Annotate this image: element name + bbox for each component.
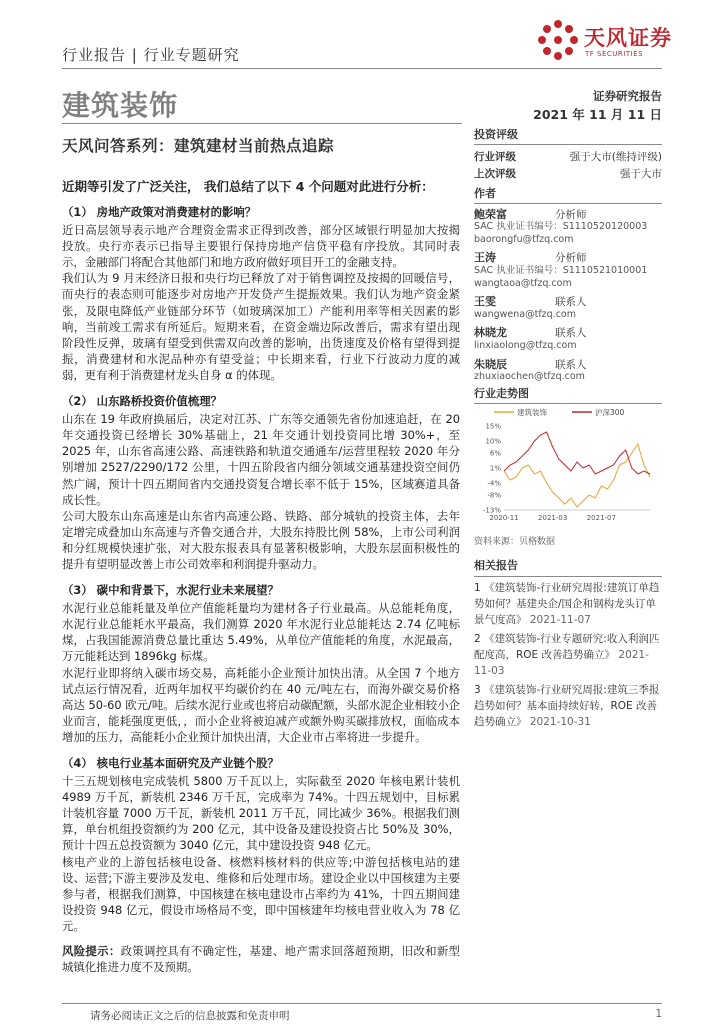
legend-label-1: 沪深300 <box>595 408 625 417</box>
author-item <box>474 252 662 265</box>
section-heading: （1） 房地产政策对消费建材的影响？ <box>62 205 257 219</box>
related-title[interactable]: 1 《建筑装饰-行业研究周报:建筑订单趋势如何？基建央企/国企和钢构龙头订单景气度高》 <box>474 582 660 626</box>
author-name: 林晓龙 <box>474 326 507 340</box>
rating-value: 强于大市(维持评级) <box>569 151 662 163</box>
author-email[interactable]: baorongfu@tfzq.com <box>474 233 574 245</box>
y-tick-label: 6% <box>489 449 501 458</box>
logo-dot <box>543 25 551 33</box>
author-role: 分析师 <box>555 208 587 221</box>
author-name: 朱晓辰 <box>474 357 507 371</box>
related-item[interactable] <box>474 580 662 628</box>
author-item <box>474 359 662 372</box>
footer-disclaimer[interactable]: 请务必阅读正文之后的信息披露和免责申明 <box>90 1010 290 1022</box>
author-email[interactable]: wangtaoa@tfzq.com <box>474 277 572 289</box>
paragraph: 公司大股东山东高速是山东省内高速公路、铁路、部分城轨的投资主体，去年定增完成叠加山东高速与齐鲁交通合并，大股东持股比例 58%，上市公司利润和分红规模快速扩张，对大股东报表具有显著积极影响，大股东层面积极性的提升有望明显改善上市公司效率和利润提升驱动力。 <box>62 508 460 571</box>
risk-text: 政策调控具有不确定性，基建、地产需求回落超预期，旧改和新型城镇化推进力度不及预期。 <box>62 944 460 975</box>
author-role: 分析师 <box>555 252 587 265</box>
author-name: 王涛 <box>474 251 496 265</box>
author-email[interactable]: zhuxiaochen@tfzq.com <box>474 371 585 383</box>
rating-heading: 投资评级 <box>474 126 662 145</box>
intro-text: 近期等引发了广泛关注， 我们总结了以下 4 个问题对此进行分析： <box>62 179 434 194</box>
rating-value: 强于大市 <box>620 168 662 180</box>
author-email[interactable]: linxiaolong@tfzq.com <box>474 339 577 351</box>
report-type: 行业报告 | 行业专题研究 <box>62 46 240 64</box>
section-heading: （2） 山东路桥投资价值梳理？ <box>62 394 222 409</box>
authors-block <box>474 188 662 384</box>
paragraph: 山东在 19 年政府换届后，决定对江苏、广东等交通领先省份加速追赶，在 20 年交通投资已经增长 30%基础上，21 年交通计划投资同比增 30%+，至 2025 年，山东省高速公路、高速铁路和轨道交通通车/运营里程较 2020 年分别增加 2527/2290/172 公里，十四五阶段省内细分领域交通基建投资空间仍然广阔，预计十四五期间省内交通投资复合增长率不低于 15%，区域赛道具备成长性。 <box>62 412 460 507</box>
main-body <box>62 204 460 975</box>
author-cert: SAC 执业证书编号：S1110520120003 <box>474 221 648 233</box>
series-line-1 <box>504 432 650 474</box>
paragraph: 十三五规划核电完成装机 5800 万千瓦以上，实际截至 2020 年核电累计装机 4989 万千瓦，新装机 2346 万千瓦，完成率为 74%。十四五规划中，目标累计装机容量 7000 万千瓦，新装机 2011 万千瓦，同比减少 36%。根据我们测算，单台机组投资额约为 200 亿元，其中设备及建设投资占比 50%及 30%，预计十四五总投资额为 3040 亿元，其中建设投资 948 亿元。 <box>62 774 460 853</box>
author-role: 联系人 <box>555 327 587 340</box>
related-item[interactable] <box>474 631 662 679</box>
author-item <box>474 209 662 222</box>
risk-label: 风险提示： <box>62 944 121 959</box>
authors-heading: 作者 <box>474 188 662 204</box>
logo-dot <box>565 47 573 55</box>
y-tick-label: -8% <box>487 491 501 500</box>
footer-rule <box>62 1003 662 1004</box>
legend-label-0: 建筑装饰 <box>517 408 547 417</box>
tf-logo-icon <box>534 16 582 64</box>
trend-chart <box>474 402 662 528</box>
x-tick-label: 2021-07 <box>586 514 616 522</box>
x-tick-label: 2020-11 <box>489 514 519 522</box>
industry-name: 建筑装饰 <box>62 89 179 122</box>
rating-row <box>474 149 662 166</box>
x-tick-label: 2021-03 <box>538 514 568 522</box>
section-heading: （3） 碳中和背景下，水泥行业未来展望？ <box>62 583 279 598</box>
author-role: 联系人 <box>555 358 587 371</box>
report-date: 2021 年 11 月 11 日 <box>533 107 662 122</box>
logo-dot <box>538 36 546 44</box>
author-cert: SAC 执业证书编号：S1110521010001 <box>474 264 648 276</box>
logo-name: 天风证券 <box>584 26 672 50</box>
logo-dot <box>570 36 578 44</box>
author-role: 联系人 <box>555 296 587 309</box>
section-heading: （4） 核电行业基本面研究及产业链个股？ <box>62 756 279 770</box>
header-rule <box>62 68 662 69</box>
series-line-0 <box>504 444 650 507</box>
y-tick-label: -13% <box>482 506 501 515</box>
paragraph: 水泥行业即将纳入碳市场交易，高耗能小企业预计加快出清。从全国 7 个地方试点运行情况看，近两年加权平均碳价约在 40 元/吨左右，而海外碳交易价格高达 50-60 欧元/吨。后续水泥行业或也将启动碳配额，头部水泥企业相较小企业而言，能耗强度更低，，而小企业将被迫减产或额外购买碳排放权，面临成本增加的压力，高能耗小企业预计加快出清，大企业市占率将进一步提升。 <box>62 665 460 744</box>
report-title: 天风问答系列：建筑建材当前热点追踪 <box>62 137 335 155</box>
risk-note <box>62 943 460 975</box>
report-label: 证券研究报告 <box>593 89 662 103</box>
logo-dot <box>554 36 562 44</box>
logo-dot <box>554 52 562 60</box>
y-tick-label: 10% <box>485 437 501 446</box>
rating-label: 行业评级 <box>474 151 516 163</box>
trend-heading: 行业走势图 <box>474 385 662 404</box>
related-heading: 相关报告 <box>474 558 662 577</box>
logo-dot <box>554 20 562 28</box>
rating-block <box>474 126 662 183</box>
author-email[interactable]: wangwena@tfzq.com <box>474 308 576 320</box>
page-number: 1 <box>655 1008 662 1020</box>
rating-row <box>474 166 662 183</box>
title-rule <box>62 123 462 124</box>
y-tick-label: 1% <box>489 464 501 473</box>
y-tick-label: 15% <box>485 422 501 431</box>
author-item <box>474 296 662 309</box>
related-item[interactable] <box>474 682 662 730</box>
chart-source: 资料来源：贝格数据 <box>474 537 556 547</box>
related-date: 2021-11-07 <box>529 614 591 626</box>
logo-dot <box>565 25 573 33</box>
author-item <box>474 327 662 340</box>
related-title[interactable]: 2 《建筑装饰-行业专题研究:收入利润匹配度高，ROE 改善趋势确立》 <box>474 633 660 661</box>
paragraph: 近日高层领导表示地产合理资金需求正得到改善，部分区域银行明显加大按揭投放。央行亦表示已指导主要银行保持房地产信贷平稳有序投放。其同时表示，金融部门将配合其他部门和地方政府做好项目开工的金融支持。 <box>62 223 460 270</box>
logo-dot <box>543 47 551 55</box>
related-block <box>474 558 662 730</box>
paragraph: 水泥行业总能耗量及单位产值能耗量均为建材各子行业最高。从总能耗角度，水泥行业总能耗水平最高，我们测算 2020 年水泥行业总能耗达 2.74 亿吨标煤，占我国能源消费总量比重达 5.49%，从单位产值能耗的角度，水泥最高，万元能耗达到 1896kg 标煤。 <box>62 601 460 664</box>
author-name: 王雯 <box>474 295 496 309</box>
y-tick-label: -4% <box>487 479 501 488</box>
logo-name-en: TF SECURITIES <box>585 50 644 58</box>
related-date: 2021-11-03 <box>474 649 649 677</box>
author-name: 鲍荣富 <box>474 207 507 221</box>
paragraph: 我们认为 9 月末经济日报和央行均已释放了对于销售调控及按揭的回暖信号，而央行的表态则可能逐步对房地产开发贷产生提振效果。我们认为地产资金紧张，及限电降低产业链部分环节（如玻璃深加工）产能利用率等相关因素的影响，当前竣工需求有所延后。短期来看，在资金端边际改善后，需求有望出现阶段性反弹，玻璃有望受到供需双向改善的影响，出货速度及价格有望得到提振，消费建材和水泥品种亦有望受益；中长期来看，行业下行波动力度的减弱，更有利于消费建材龙头自身 α 的体现。 <box>62 271 460 382</box>
rating-label: 上次评级 <box>474 168 516 180</box>
related-title[interactable]: 3 《建筑装饰-行业研究周报:建筑三季报趋势如何？基本面持续好转，ROE 改善趋势确立》 <box>474 684 660 728</box>
related-date: 2021-10-31 <box>529 716 591 728</box>
paragraph: 核电产业的上游包括核电设备、核燃料核材料的供应等;中游包括核电站的建设、运营;下游主要涉及发电、维修和后处理市场。建设企业以中国核建为主要参与者，根据我们测算，中国核建在核电建设市占率约为 41%，十四五期间建设投资 948 亿元，假设市场格局不变，即中国核建年均核电营业收入为 78 亿元。 <box>62 854 460 933</box>
